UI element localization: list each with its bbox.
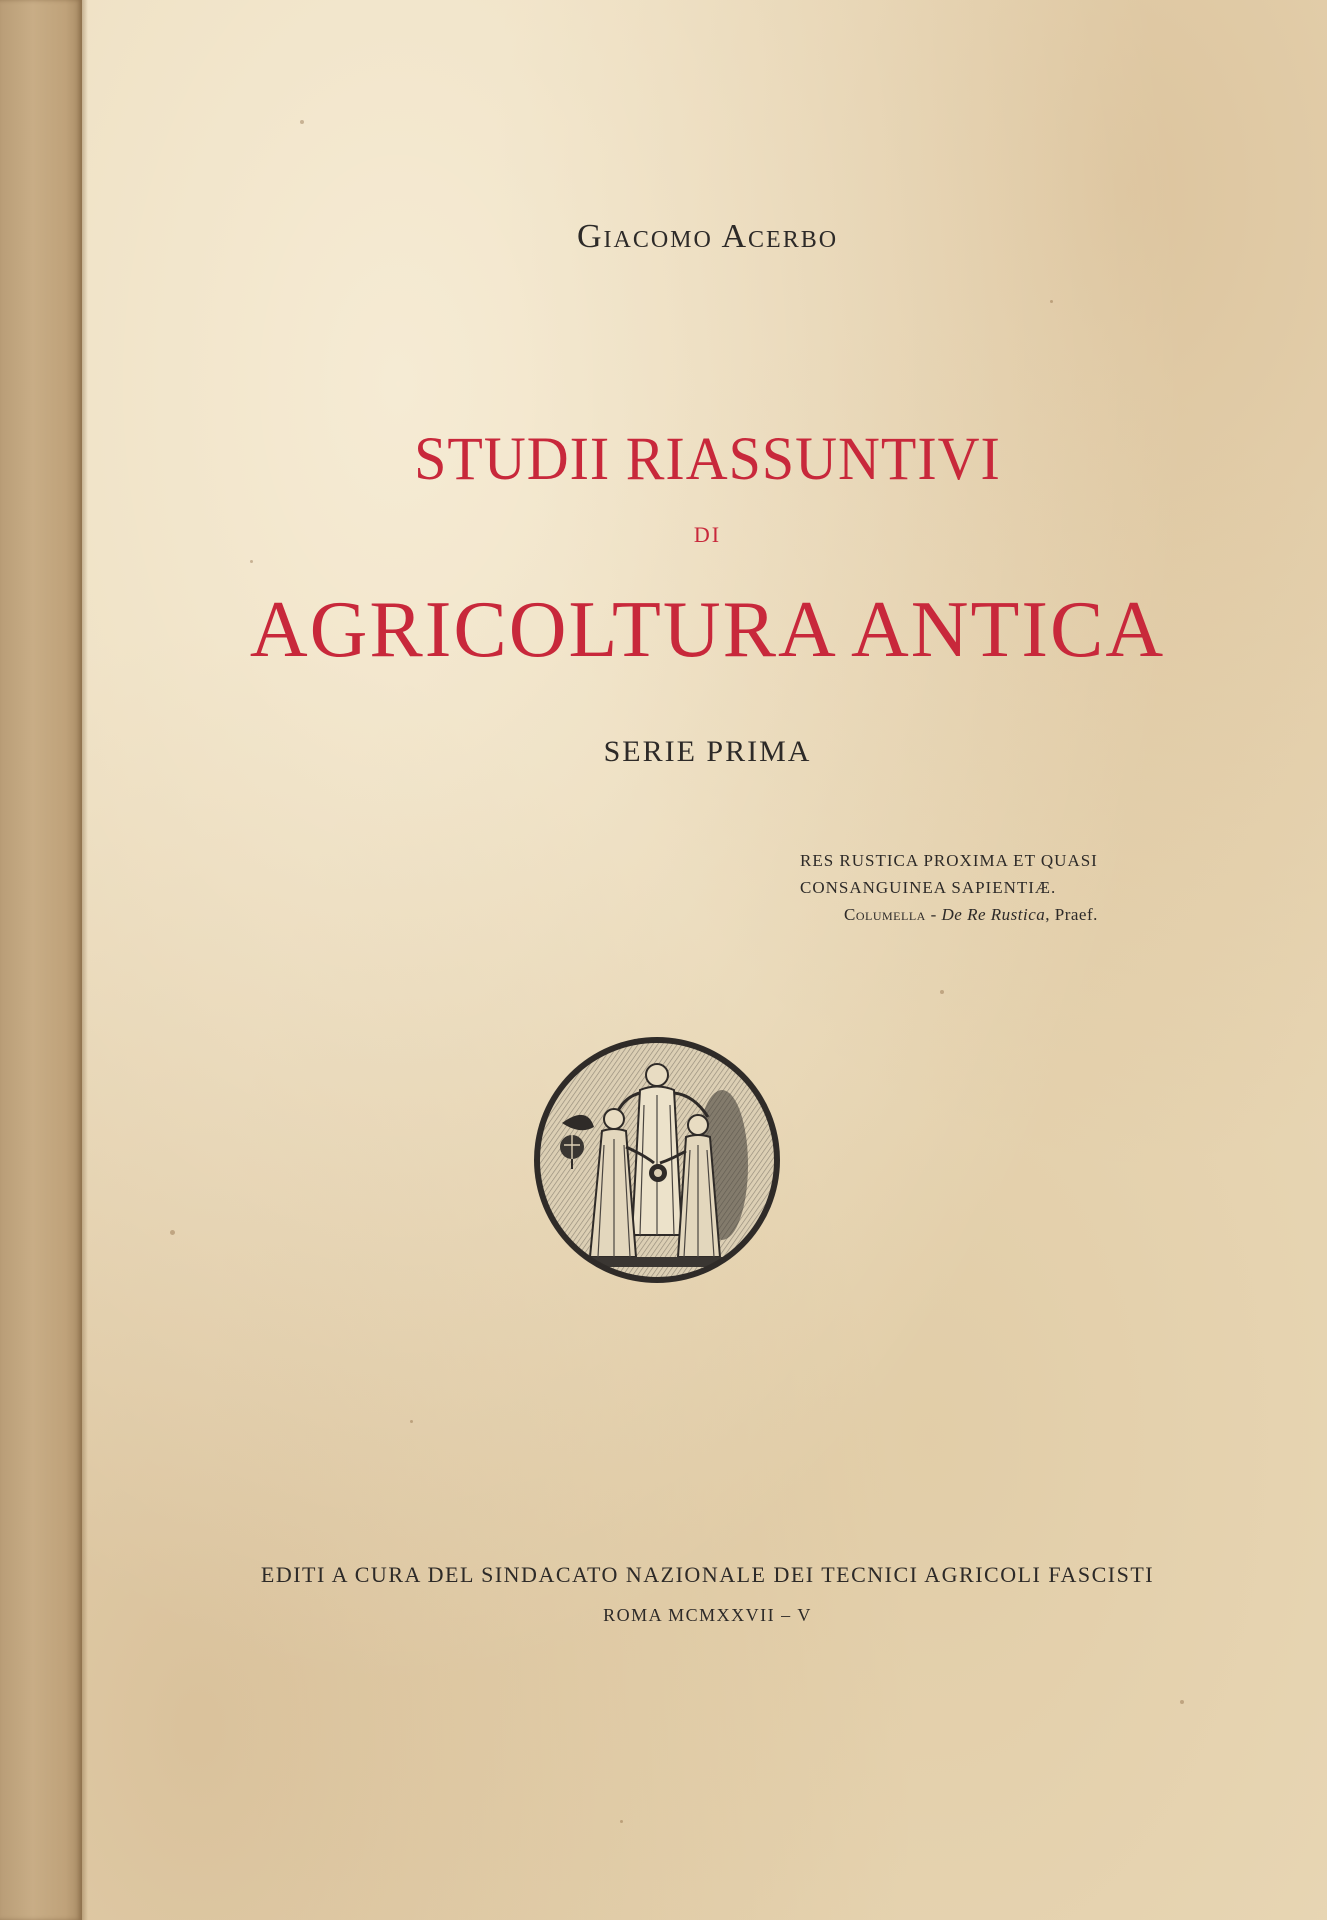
title-connector: DI bbox=[693, 522, 722, 547]
title-line-2: AGRICOLTURA ANTICA bbox=[249, 586, 1166, 674]
title-line-1: STUDII RIASSUNTIVI bbox=[414, 424, 1001, 493]
epigraph-line-1: RES RUSTICA PROXIMA ET QUASI bbox=[800, 851, 1098, 870]
author-name: Giacomo Acerbo bbox=[576, 218, 839, 255]
citation-separator: - bbox=[925, 905, 942, 924]
publisher-line: EDITI A CURA DEL SINDACATO NAZIONALE DEI TECNICI AGRICOLI FASCISTI bbox=[260, 1562, 1155, 1587]
citation-suffix: , Praef. bbox=[1045, 905, 1098, 924]
epigraph-line-2: CONSANGUINEA SAPIENTIÆ. bbox=[800, 878, 1057, 897]
epigraph-citation bbox=[800, 901, 1120, 928]
citation-work: De Re Rustica bbox=[941, 905, 1046, 924]
series-label: SERIE PRIMA bbox=[603, 735, 812, 768]
epigraph bbox=[800, 847, 1120, 928]
cover-spine-strip bbox=[0, 0, 82, 1920]
spine-shadow bbox=[82, 0, 88, 1920]
place-and-date: ROMA MCMXXVII – V bbox=[603, 1605, 812, 1625]
citation-author: Columella bbox=[844, 905, 926, 924]
engraved-medallion-illustration bbox=[532, 1035, 782, 1285]
